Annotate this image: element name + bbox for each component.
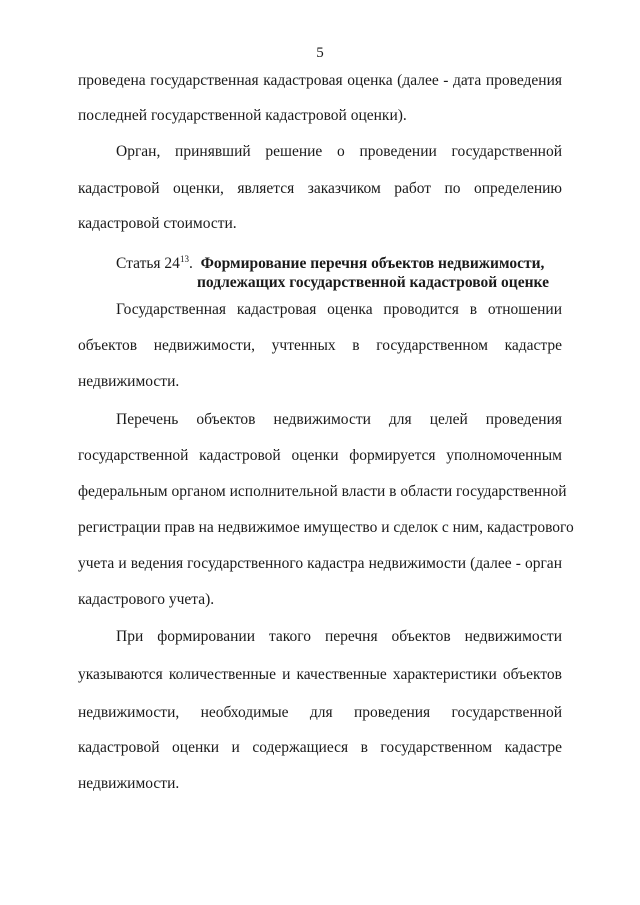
paragraph-line: Перечень объектов недвижимости для целей проведения xyxy=(116,411,562,428)
article-title-line-1: Формирование перечня объектов недвижимости, xyxy=(200,255,545,272)
paragraph-line: федеральным органом исполнительной власти в области государственной xyxy=(78,483,567,500)
article-title-line-2: подлежащих государственной кадастровой оценке xyxy=(197,274,549,291)
paragraph-line: регистрации прав на недвижимое имущество и сделок с ним, кадастрового xyxy=(78,519,574,536)
paragraph-line: указываются количественные и качественные характеристики объектов xyxy=(78,666,562,683)
paragraph-line: недвижимости. xyxy=(78,775,180,792)
paragraph-line: учета и ведения государственного кадастра недвижимости (далее - орган xyxy=(78,555,562,572)
paragraph-line: государственной кадастровой оценки формируется уполномоченным xyxy=(78,447,562,464)
paragraph-line: проведена государственная кадастровая оценка (далее - дата проведения xyxy=(78,72,562,89)
paragraph-line: объектов недвижимости, учтенных в государственном кадастре xyxy=(78,337,562,354)
paragraph-line: кадастровой оценки, является заказчиком работ по определению xyxy=(78,180,562,197)
article-heading xyxy=(116,254,544,274)
paragraph-line: Орган, принявший решение о проведении государственной xyxy=(116,143,562,160)
paragraph-line: недвижимости. xyxy=(78,373,180,390)
article-number: Статья 24 xyxy=(116,255,180,272)
paragraph-line: кадастрового учета). xyxy=(78,591,215,608)
article-superscript: 13 xyxy=(179,253,189,264)
article-dot: . xyxy=(188,255,193,272)
paragraph-line: кадастровой стоимости. xyxy=(78,215,237,232)
paragraph-line: кадастровой оценки и содержащиеся в государственном кадастре xyxy=(78,739,562,756)
paragraph-line: Государственная кадастровая оценка проводится в отношении xyxy=(116,301,562,318)
page-number: 5 xyxy=(316,45,324,61)
paragraph-line: недвижимости, необходимые для проведения государственной xyxy=(78,704,562,721)
paragraph-line: При формировании такого перечня объектов недвижимости xyxy=(116,628,562,645)
paragraph-line: последней государственной кадастровой оценки). xyxy=(78,107,407,124)
